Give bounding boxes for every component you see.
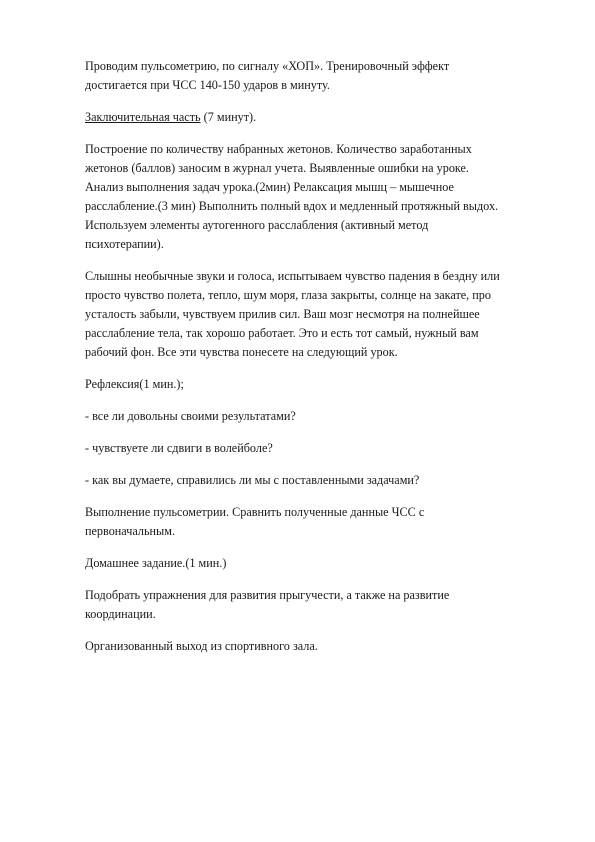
text-line: Выполнение пульсометрии. Сравнить полученные данные ЧСС с — [85, 505, 425, 519]
paragraph-exit — [85, 637, 555, 656]
question-item — [85, 407, 555, 426]
text-line: просто чувство полета, тепло, шум моря, глаза закрыты, солнце на закате, про — [85, 288, 491, 302]
text-line: расслабление тела, так хорошо работает. Это и есть тот самый, нужный вам — [85, 326, 479, 340]
paragraph-autogenic-text — [85, 267, 555, 362]
text-line: психотерапии). — [85, 237, 164, 251]
paragraph-lineup-relaxation — [85, 140, 555, 254]
text-line: Используем элементы аутогенного расслабления (активный метод — [85, 218, 429, 232]
text-line: рабочий фон. Все эти чувства понесете на следующий урок. — [85, 345, 398, 359]
text-line: усталость забыли, чувствуем прилив сил. Ваш мозг несмотря на полнейшее — [85, 307, 480, 321]
text-line: Организованный выход из спортивного зала. — [85, 639, 318, 653]
section-heading-duration: (7 минут). — [200, 110, 257, 124]
text-line: Рефлексия(1 мин.); — [85, 377, 184, 391]
text-line — [85, 108, 555, 127]
text-line: - чувствуете ли сдвиги в волейболе? — [85, 441, 273, 455]
text-line: Построение по количеству набранных жетонов. Количество заработанных — [85, 142, 472, 156]
paragraph-reflection — [85, 375, 555, 394]
paragraph-final-part-heading — [85, 108, 555, 127]
document-body — [85, 57, 555, 669]
text-line: Анализ выполнения задач урока.(2мин) Релаксация мышц – мышечное — [85, 180, 454, 194]
paragraph-pulse-check — [85, 57, 555, 95]
text-line: Подобрать упражнения для развития прыгучести, а также на развитие — [85, 588, 450, 602]
text-line: достигается при ЧСС 140-150 ударов в минуту. — [85, 78, 330, 92]
question-item — [85, 471, 555, 490]
text-line: первоначальным. — [85, 524, 175, 538]
text-line: Проводим пульсометрию, по сигналу «ХОП». Тренировочный эффект — [85, 59, 450, 73]
text-line: жетонов (баллов) заносим в журнал учета. Выявленные ошибки на уроке. — [85, 161, 469, 175]
text-line: расслабление.(3 мин) Выполнить полный вдох и медленный протяжный выдох. — [85, 199, 499, 213]
text-line: - как вы думаете, справились ли мы с поставленными задачами? — [85, 473, 420, 487]
text-line: Слышны необычные звуки и голоса, испытываем чувство падения в бездну или — [85, 269, 500, 283]
question-item — [85, 439, 555, 458]
paragraph-homework-task — [85, 586, 555, 624]
text-line: координации. — [85, 607, 156, 621]
paragraph-pulse-compare — [85, 503, 555, 541]
text-line: - все ли довольны своими результатами? — [85, 409, 296, 423]
text-line: Домашнее задание.(1 мин.) — [85, 556, 227, 570]
section-heading-final-part: Заключительная часть — [85, 110, 201, 124]
paragraph-homework-heading — [85, 554, 555, 573]
